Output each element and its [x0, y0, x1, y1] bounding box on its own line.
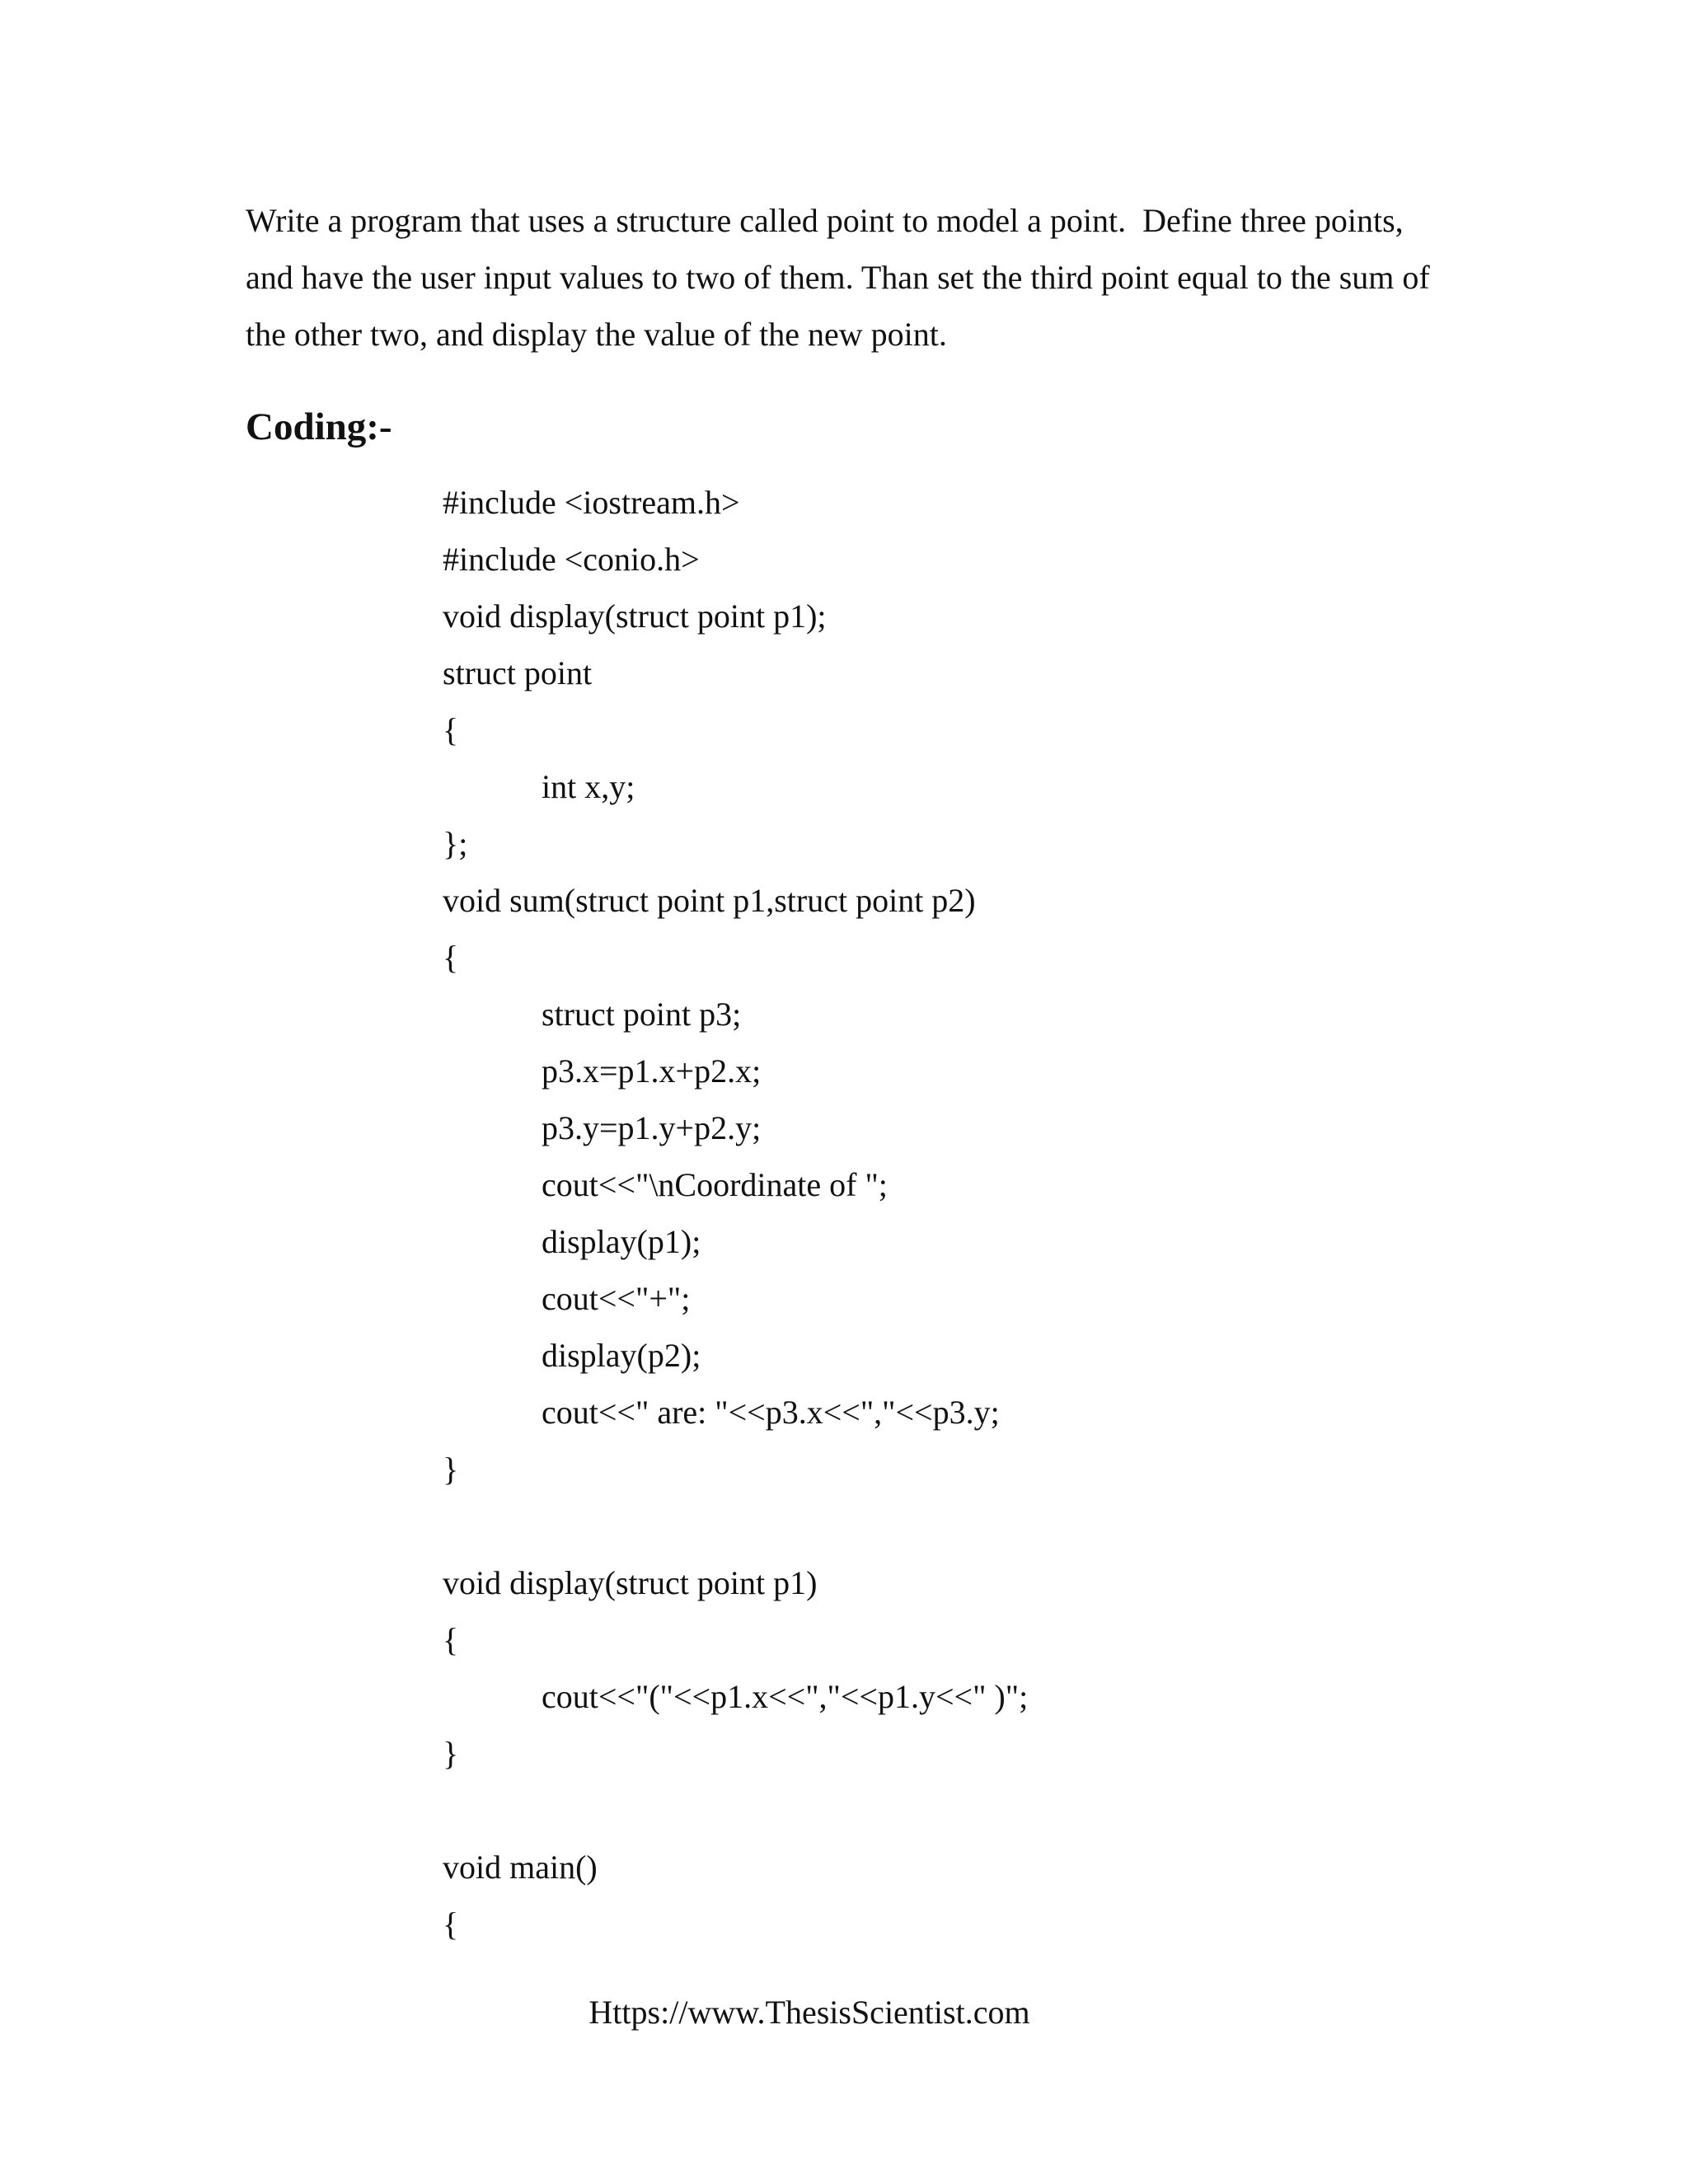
code-line: void main()	[443, 1849, 598, 1886]
code-line: void sum(struct point p1,struct point p2)	[443, 882, 976, 919]
code-line: #include <conio.h>	[443, 541, 700, 578]
code-line: {	[443, 939, 459, 976]
code-line: cout<<" are: "<<p3.x<<","<<p3.y;	[542, 1394, 1000, 1431]
code-line: };	[443, 825, 468, 862]
code-line: {	[443, 1905, 459, 1943]
code-line: {	[443, 711, 459, 748]
problem-statement	[246, 192, 1449, 363]
coding-heading: Coding:-	[246, 405, 392, 448]
code-line: void display(struct point p1)	[443, 1564, 818, 1601]
code-line: struct point p3;	[542, 996, 742, 1033]
code-line: p3.y=p1.y+p2.y;	[542, 1109, 762, 1146]
problem-line-3: the other two, and display the value of the new point.	[246, 316, 947, 353]
code-line: int x,y;	[542, 768, 635, 805]
code-line: {	[443, 1621, 459, 1658]
code-line: cout<<"+";	[542, 1280, 691, 1317]
code-line: cout<<"("<<p1.x<<","<<p1.y<<" )";	[542, 1678, 1029, 1715]
code-line: display(p2);	[542, 1337, 701, 1374]
page-footer	[0, 1993, 1688, 2032]
code-line: display(p1);	[542, 1223, 701, 1260]
code-line: }	[443, 1735, 459, 1772]
footer-url: Https://www.ThesisScientist.com	[588, 1994, 1030, 2031]
problem-line-1: Write a program that uses a structure called point to model a point. Define three points,	[246, 202, 1404, 239]
code-line: cout<<"\nCoordinate of ";	[542, 1166, 888, 1203]
code-line: p3.x=p1.x+p2.x;	[542, 1052, 762, 1090]
code-line: struct point	[443, 654, 593, 691]
code-line: }	[443, 1451, 459, 1488]
code-line: void display(struct point p1);	[443, 598, 827, 635]
code-line: #include <iostream.h>	[443, 484, 740, 521]
problem-line-2: and have the user input values to two of them. Than set the third point equal to the sum of	[246, 259, 1430, 296]
